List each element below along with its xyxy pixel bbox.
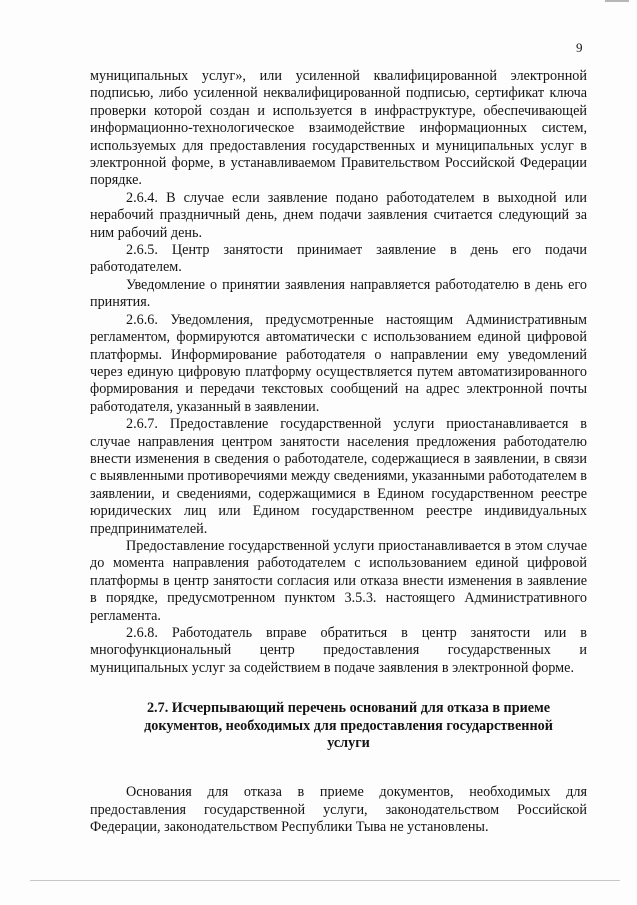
paragraph-2-6-8: 2.6.8. Работодатель вправе обратиться в центр занятости или в многофункциональный центр предоставления государственных и муниципальных услуг за содействием в подаче заявления в электронной форме. bbox=[90, 625, 587, 676]
paragraph-2-6-6: 2.6.6. Уведомления, предусмотренные настоящим Административным регламентом, формируются автоматически с использованием единой цифровой платформы. Информирование работодателя о направлении ему уведомлений через единую цифровую платформу осуществляется путем автоматизированного формирования и передачи текстовых сообщений на адрес электронной почты работодателя, указанный в заявлении. bbox=[90, 311, 587, 415]
scan-corner-mark bbox=[605, 0, 629, 2]
scan-bottom-line bbox=[30, 880, 620, 881]
paragraph-2-6-5: 2.6.5. Центр занятости принимает заявление в день его подачи работодателем. bbox=[90, 242, 587, 276]
paragraph-refusal-grounds: Основания для отказа в приеме документов, необходимых для предоставления государственной услуги, законодательством Российской Федерации, законодательством Республики Тыва не установлены. bbox=[90, 784, 587, 836]
paragraph-2-6-4: 2.6.4. В случае если заявление подано работодателем в выходной или нерабочий праздничный день, днем подачи заявления считается следующий за ним рабочий день. bbox=[90, 189, 587, 241]
section-heading-2-7: 2.7. Исчерпывающий перечень оснований для отказа в приеме документов, необходимых для предоставления государственной услуги bbox=[144, 700, 553, 752]
paragraph-continuation: муниципальных услуг», или усиленной квалифицированной электронной подписью, либо усиленной неквалифицированной подписью, сертификат ключа проверки которой создан и используется в инфраструктуре, обеспечивающей информационно-технологическое взаимодействие информационных систем, используемых для предоставления государственных и муниципальных услуг в электронной форме, в устанавливаемом Правительством Российской Федерации порядке. bbox=[90, 68, 587, 189]
page-number: 9 bbox=[576, 40, 583, 55]
paragraph-notification: Уведомление о принятии заявления направляется работодателю в день его принятия. bbox=[90, 276, 587, 311]
paragraph-suspension: Предоставление государственной услуги приостанавливается в этом случае до момента направления работодателем с использованием единой цифровой платформы в центр занятости согласия или отказа внести изменения в заявление в порядке, предусмотренном пунктом 3.5.3. настоящего Административного регламента. bbox=[90, 537, 587, 624]
document-body bbox=[90, 68, 587, 837]
paragraph-2-6-7: 2.6.7. Предоставление государственной услуги приостанавливается в случае направления центром занятости населения предложения работодателю внести изменения в сведения о работодателе, содержащиеся в заявлении, в связи с выявленными противоречиями между сведениями, указанными работодателем в заявлении, и сведениями, содержащимися в Едином государственном реестре юридических лиц или Едином государственном реестре индивидуальных предпринимателей. bbox=[90, 416, 587, 537]
